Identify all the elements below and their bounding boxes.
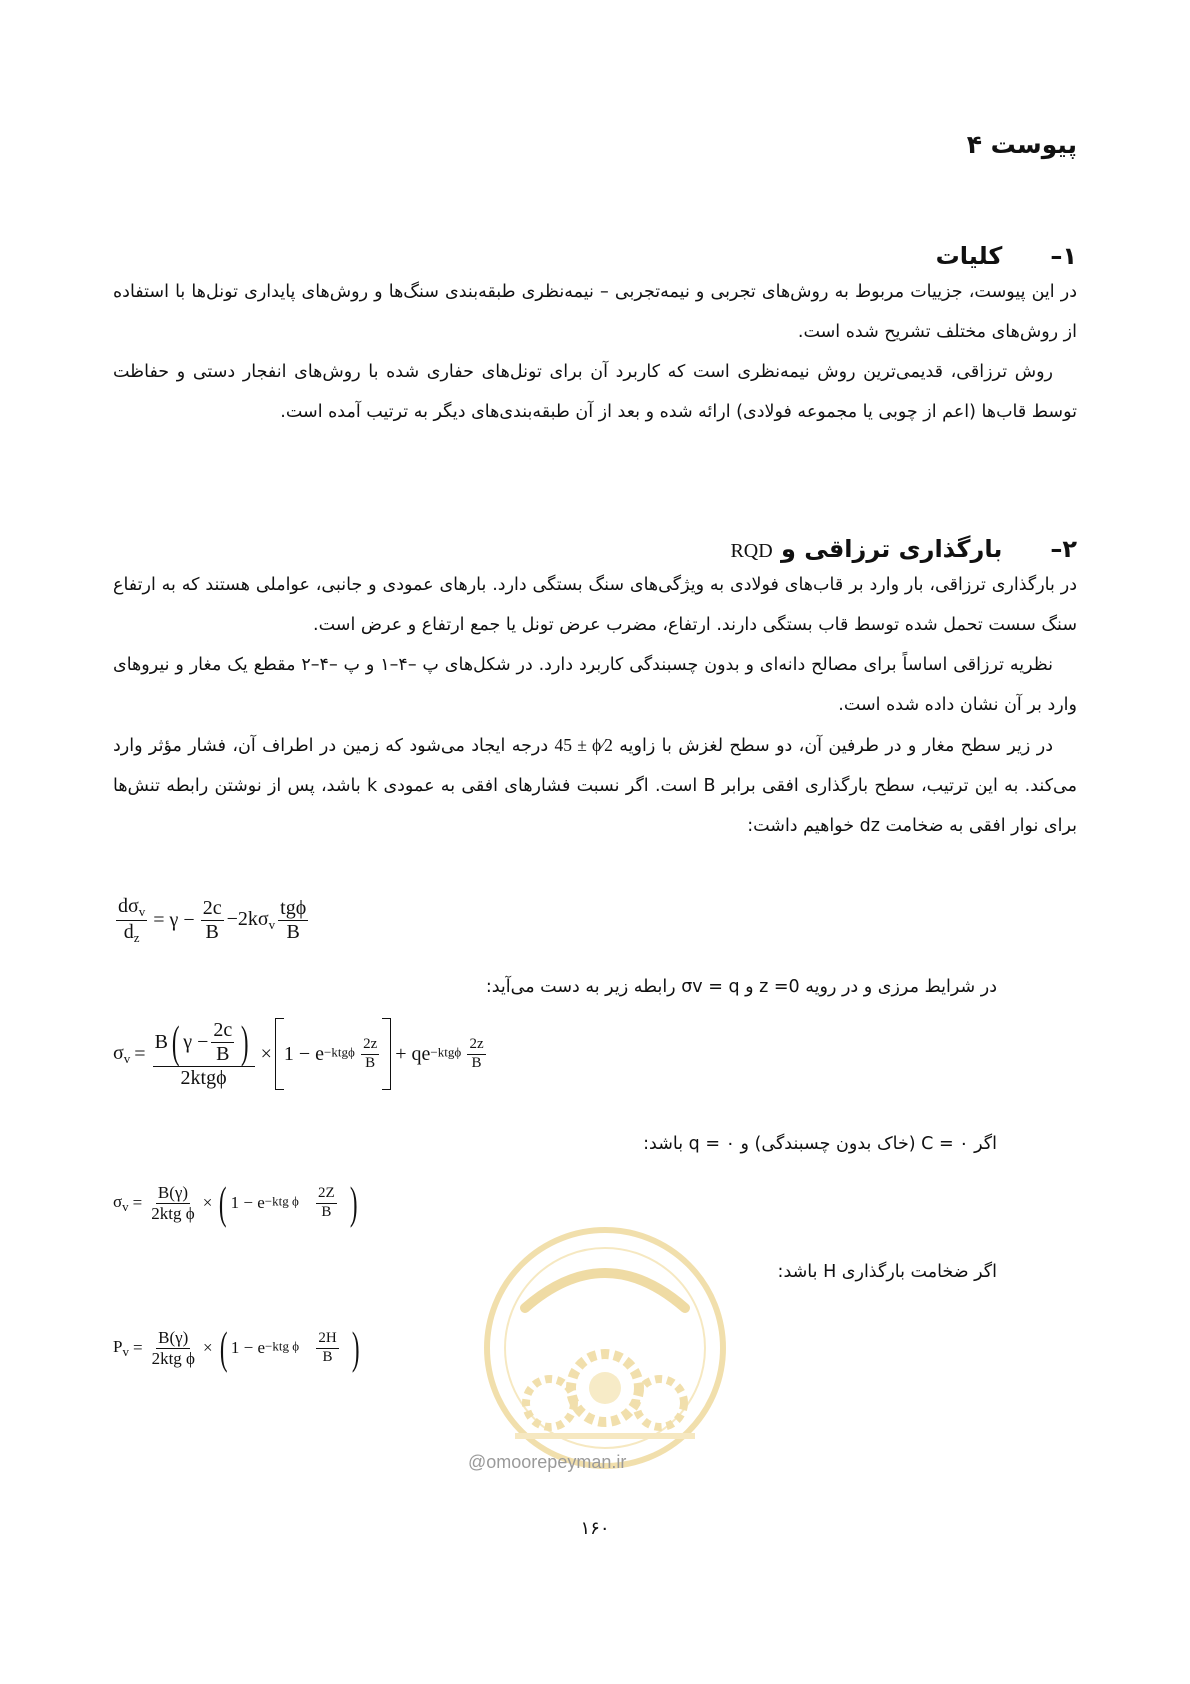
eq4-exp: −ktg ϕ: [265, 1338, 300, 1354]
eq3-num: B(γ): [157, 1182, 189, 1202]
eq1-lhs: [116, 895, 147, 946]
eq1-term2-text: −2kσ: [226, 907, 269, 930]
eq3-exp-num: 2Z: [316, 1185, 337, 1203]
eq2-inner-den: B: [216, 1042, 230, 1065]
eq1-frac1-den: B: [205, 920, 219, 943]
eq2-inner-frac: [211, 1019, 234, 1066]
eq2-lhs: [113, 1042, 130, 1067]
eq2-exp1: −ktgϕ: [324, 1044, 355, 1060]
eq2-inner-num: 2c: [213, 1018, 233, 1041]
eq2-exp-num: 2z: [361, 1036, 379, 1054]
eq2-exponent-2: [430, 1036, 488, 1072]
section1-title: کلیات: [935, 242, 1003, 270]
eq1-term2-sub: v: [268, 916, 276, 932]
eq4-lhs-text: P: [113, 1336, 123, 1356]
eq2-exp-den: B: [365, 1054, 376, 1071]
section1-paragraph-2: روش ترزاقی، قدیمی‌ترین روش نیمه‌نظری است که کاربرد آن برای تونل‌های حفاری شده با روش‌های انفجار دستی و حفاظت توسط قاب‌ها (اعم از چوبی یا مجموعه فولادی) ارائه شده و بعد از آن طبقه‌بندی‌های دیگر به ترتیب آمده است.: [113, 362, 1077, 422]
paragraph3-part-a: در زیر سطح مغار و در طرفین آن، دو سطح لغزش با زاویه: [619, 736, 1053, 756]
section2-paragraph-3: [113, 725, 1077, 846]
eq1-lhs-num-sub: v: [138, 904, 146, 919]
eq2-exp2-den: B: [471, 1054, 482, 1071]
eq4-one-minus: 1 − e: [230, 1338, 266, 1357]
section2-paragraph-2: نظریه ترزاقی اساساً برای مصالح دانه‌ای و بدون چسبندگی کاربرد دارد. در شکل‌های پ –۴–۱ و پ –۴–۲ مقطع یک مغار و نیروهای وارد بر آن نشان داده شده است.: [113, 655, 1077, 715]
section2-title-text: بارگذاری ترزاقی و: [781, 535, 1003, 563]
eq3-den: 2ktg ϕ: [151, 1203, 195, 1223]
eq4-num: B(γ): [158, 1327, 189, 1347]
eq3-one-minus: 1 − e: [230, 1193, 265, 1212]
eq2-times: ×: [260, 1042, 272, 1065]
eq4-equals: =: [132, 1338, 143, 1357]
eq3-exp: −ktg ϕ: [264, 1193, 299, 1209]
equation-1: [113, 895, 311, 946]
eq2-exp-frac: [361, 1036, 379, 1072]
eq2-num-b: B: [154, 1030, 168, 1053]
eq1-frac2-den: B: [286, 920, 300, 943]
eq2-exp2-num: 2z: [467, 1036, 485, 1054]
eq3-paren-close: ): [349, 1177, 358, 1228]
eq2-paren-open: (: [171, 1016, 180, 1067]
cohesionless-condition-text: اگر C = ۰ (خاک بدون چسبندگی) و q = ۰ باشد:: [643, 1134, 997, 1154]
section2-paragraph-1: در بارگذاری ترزاقی، بار وارد بر قاب‌های فولادی به ویژگی‌های سنگ بستگی دارد. بارهای عمودی و جانبی، عواملی هستند که به ارتفاع سنگ سست تحمل شده توسط قاب بستگی دارند. ارتفاع، مضرب عرض تونل یا جمع ارتفاع و عرض است.: [113, 575, 1077, 635]
thickness-condition-text: اگر ضخامت بارگذاری H باشد:: [777, 1262, 997, 1282]
watermark-url: @omoorepeyman.ir: [468, 1452, 627, 1472]
eq1-term2: [227, 908, 276, 933]
eq3-lhs-sub: v: [122, 1198, 129, 1214]
eq4-exponent: [265, 1330, 342, 1366]
eq3-frac: [149, 1183, 196, 1223]
eq2-lhs-sub: v: [123, 1050, 131, 1066]
eq2-exp2-frac: [467, 1036, 485, 1072]
eq3-lhs-text: σ: [113, 1191, 123, 1211]
boundary-condition-text: در شرایط مرزی و در رویه z =0 و σv = q رابطه زیر به دست می‌آید:: [485, 977, 997, 997]
eq2-plus-qe: + qe: [395, 1042, 431, 1065]
eq2-inner: γ −: [183, 1030, 209, 1053]
section2-heading: [730, 535, 1077, 563]
section1-heading: [936, 242, 1077, 270]
eq2-bracket-close: [382, 1018, 391, 1090]
eq4-paren-close: ): [351, 1322, 360, 1373]
page-number: ۱۶۰: [580, 1518, 610, 1539]
eq4-exp-num: 2H: [316, 1330, 338, 1348]
section2-title: [730, 535, 1002, 563]
eq3-paren-open: (: [219, 1177, 227, 1228]
eq1-frac2-num: tgϕ: [280, 896, 307, 919]
eq2-den: 2ktgϕ: [180, 1066, 227, 1089]
eq1-frac1-num: 2c: [202, 896, 222, 919]
eq3-equals: =: [132, 1193, 143, 1212]
eq1-frac2: [278, 897, 308, 944]
eq4-den: 2ktg ϕ: [151, 1348, 195, 1368]
eq2-equals: =: [134, 1042, 146, 1065]
eq2-paren-close: ): [241, 1016, 249, 1067]
section2-number: ۲–: [1050, 535, 1077, 563]
eq4-lhs-sub: v: [122, 1343, 129, 1359]
eq1-mid: = γ −: [153, 908, 195, 931]
page-title: پیوست ۴: [966, 130, 1077, 159]
paragraph3-part-b: درجه ایجاد می‌شود که زمین در اطراف آن، فشار مؤثر وارد می‌کند. به این ترتیب، سطح بارگذاری افقی برابر B است. اگر نسبت فشارهای افقی به عمودی k باشد، پس از نوشتن رابطه تنش‌ها برای نوار افقی به ضخامت dz خواهیم داشت:: [113, 736, 1077, 836]
eq2-lhs-text: σ: [113, 1041, 124, 1064]
equation-2: [113, 1018, 489, 1090]
eq1-lhs-den-sub: z: [133, 929, 140, 945]
eq4-frac: [150, 1328, 197, 1368]
eq3-exp-den: B: [321, 1203, 332, 1220]
eq2-bracket-open: [275, 1018, 284, 1090]
eq4-times: ×: [202, 1338, 213, 1357]
section1-number: ۱–: [1050, 242, 1077, 270]
eq4-exp-den: B: [322, 1348, 333, 1365]
eq2-bracket-content: [284, 1036, 382, 1072]
eq3-exp-frac: [316, 1185, 337, 1221]
eq2-exp2: −ktgϕ: [430, 1044, 462, 1060]
section2-title-latin: RQD: [730, 540, 773, 562]
eq2-exponent: [324, 1036, 382, 1072]
eq3-times: ×: [202, 1193, 213, 1212]
eq4-paren-open: (: [219, 1322, 228, 1373]
eq1-frac1: [201, 897, 224, 944]
eq3-exponent: [265, 1185, 340, 1221]
equation-3: [113, 1177, 361, 1228]
eq3-lhs: [113, 1192, 129, 1215]
section1-paragraph-1: در این پیوست، جزییات مربوط به روش‌های تجربی و نیمه‌تجربی – نیمه‌نظری طبقه‌بندی سنگ‌ها و روش‌های پایداری تونل‌ها با استفاده از روش‌های مختلف تشریح شده است.: [113, 282, 1077, 342]
eq4-lhs: [113, 1337, 129, 1360]
eq2-main-frac: [153, 1016, 255, 1090]
equation-4: [113, 1322, 363, 1373]
eq4-exp-frac: [316, 1330, 338, 1366]
slip-angle: 45 ± ϕ⁄2: [554, 735, 613, 755]
eq2-one-minus: 1 − e: [283, 1042, 325, 1065]
watermark-logo-icon: [455, 1218, 755, 1488]
eq1-lhs-den: d: [123, 920, 134, 943]
eq1-lhs-num: dσ: [118, 895, 139, 917]
